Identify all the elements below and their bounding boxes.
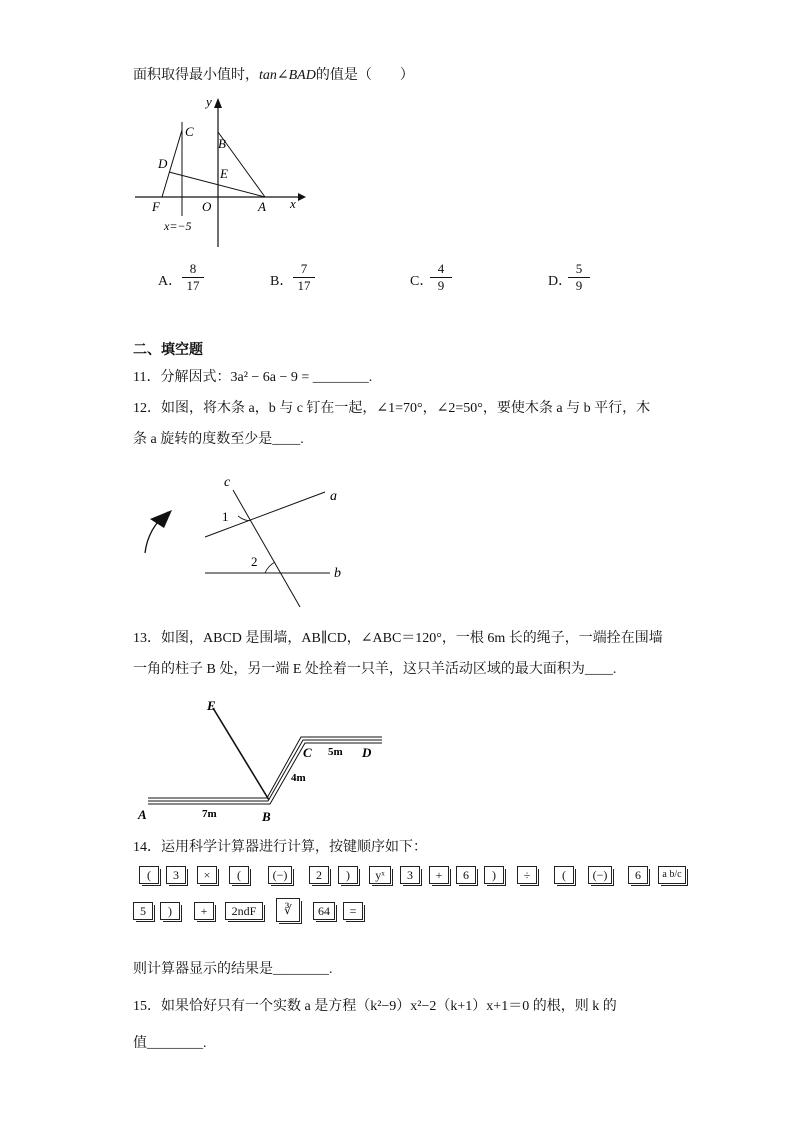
option-b-fraction: [293, 261, 315, 294]
option-b-den: 17: [297, 278, 311, 293]
key-2: 2: [309, 866, 329, 884]
q12-figure: [130, 470, 370, 615]
option-d-den: 9: [575, 278, 583, 293]
q12-line2: 条 a 旋转的度数至少是____.: [133, 432, 304, 447]
q13-figure: [130, 695, 395, 830]
key-negative: (−): [588, 866, 612, 884]
key-divide: ÷: [517, 866, 537, 884]
key-open-paren: (: [229, 866, 249, 884]
fig13-label-e: E: [207, 698, 216, 713]
q15-line1: 15．如果恰好只有一个实数 a 是方程（k²−9）x²−2（k+1）x+1＝0 的根，则 k 的: [133, 999, 617, 1014]
option-d-num: 5: [568, 261, 590, 278]
fig12-label-a: a: [330, 489, 337, 504]
key-plus: +: [194, 902, 214, 920]
fig13-length-7m: 7m: [202, 808, 217, 820]
key-5: 5: [133, 902, 153, 920]
q10-stem: [133, 66, 414, 86]
section-title: 二、填空题: [133, 343, 203, 358]
key-multiply: ×: [197, 866, 217, 884]
fig13-length-5m: 5m: [328, 746, 343, 758]
fig10-label-x: x: [290, 196, 296, 211]
key-6: 6: [456, 866, 476, 884]
option-d-letter: D．: [548, 274, 573, 289]
fig10-label-y: y: [206, 94, 212, 109]
key-power: yˣ: [369, 866, 391, 884]
q13-line1: 13．如图，ABCD 是围墙，AB∥CD，∠ABC＝120°，一根 6m 长的绳子，一端拴在围墙: [133, 631, 663, 646]
fig13-label-c: C: [303, 745, 312, 760]
fig13-label-b: B: [262, 809, 271, 824]
key-3: 3: [400, 866, 420, 884]
key-close-paren: ): [484, 866, 504, 884]
fig12-angle-2: 2: [251, 554, 258, 569]
q15-line2: 值________.: [133, 1036, 207, 1051]
key-close-paren: ): [338, 866, 358, 884]
q10-stem-prefix: 面积取得最小值时，: [133, 68, 259, 83]
fig10-line-label: x=−5: [164, 219, 192, 233]
option-c-letter: C．: [410, 274, 434, 289]
q13-line2: 一角的柱子 B 处，另一端 E 处拴着一只羊，这只羊活动区域的最大面积为____.: [133, 662, 617, 677]
key-close-paren: ): [160, 902, 180, 920]
option-c-fraction: [430, 261, 452, 294]
key-open-paren: (: [554, 866, 574, 884]
option-a-fraction: [182, 261, 204, 294]
q14-line1: 14．运用科学计算器进行计算，按键顺序如下：: [133, 840, 427, 855]
key-plus: +: [429, 866, 449, 884]
key-fraction: a b/c: [658, 866, 686, 884]
option-a-num: 8: [182, 261, 204, 278]
key-equals: =: [343, 902, 363, 920]
fig12-angle-1: 1: [222, 509, 229, 524]
q10-stem-suffix: 的值是（ ）: [315, 68, 414, 83]
option-b-num: 7: [293, 261, 315, 278]
option-c-num: 4: [430, 261, 452, 278]
option-c-den: 9: [437, 278, 445, 293]
key-negative: (−): [268, 866, 292, 884]
key-64: 64: [313, 902, 335, 920]
q11-text: 11．分解因式：3a² − 6a − 9 = ________.: [133, 370, 373, 385]
fig10-label-f: F: [152, 199, 160, 214]
q14-result: 则计算器显示的结果是________.: [133, 962, 333, 977]
q10-figure: [130, 92, 310, 252]
fig10-label-d: D: [158, 156, 168, 171]
fig10-label-a: A: [258, 199, 266, 214]
fig10-label-c: C: [185, 124, 194, 139]
fig10-label-o: O: [202, 199, 212, 214]
fig13-label-a: A: [138, 807, 147, 822]
option-b-letter: B．: [270, 274, 294, 289]
fig10-label-e: E: [220, 166, 228, 181]
key-2ndf: 2ndF: [225, 902, 263, 920]
q10-stem-math: tan∠BAD: [259, 68, 316, 83]
q12-line1: 12．如图，将木条 a，b 与 c 钉在一起，∠1=70°，∠2=50°，要使木条 a 与 b 平行，木: [133, 401, 651, 416]
option-a-letter: A．: [158, 274, 183, 289]
fig13-label-d: D: [362, 745, 372, 760]
fig12-label-b: b: [334, 566, 341, 581]
key-6: 6: [628, 866, 648, 884]
option-a-den: 17: [186, 278, 200, 293]
option-d-fraction: [568, 261, 590, 294]
fig12-label-c: c: [224, 475, 231, 490]
fig13-length-4m: 4m: [291, 772, 306, 784]
key-open-paren: (: [139, 866, 159, 884]
fig10-label-b: B: [218, 136, 226, 151]
key-cube-root: ∛: [276, 898, 300, 922]
key-3: 3: [166, 866, 186, 884]
